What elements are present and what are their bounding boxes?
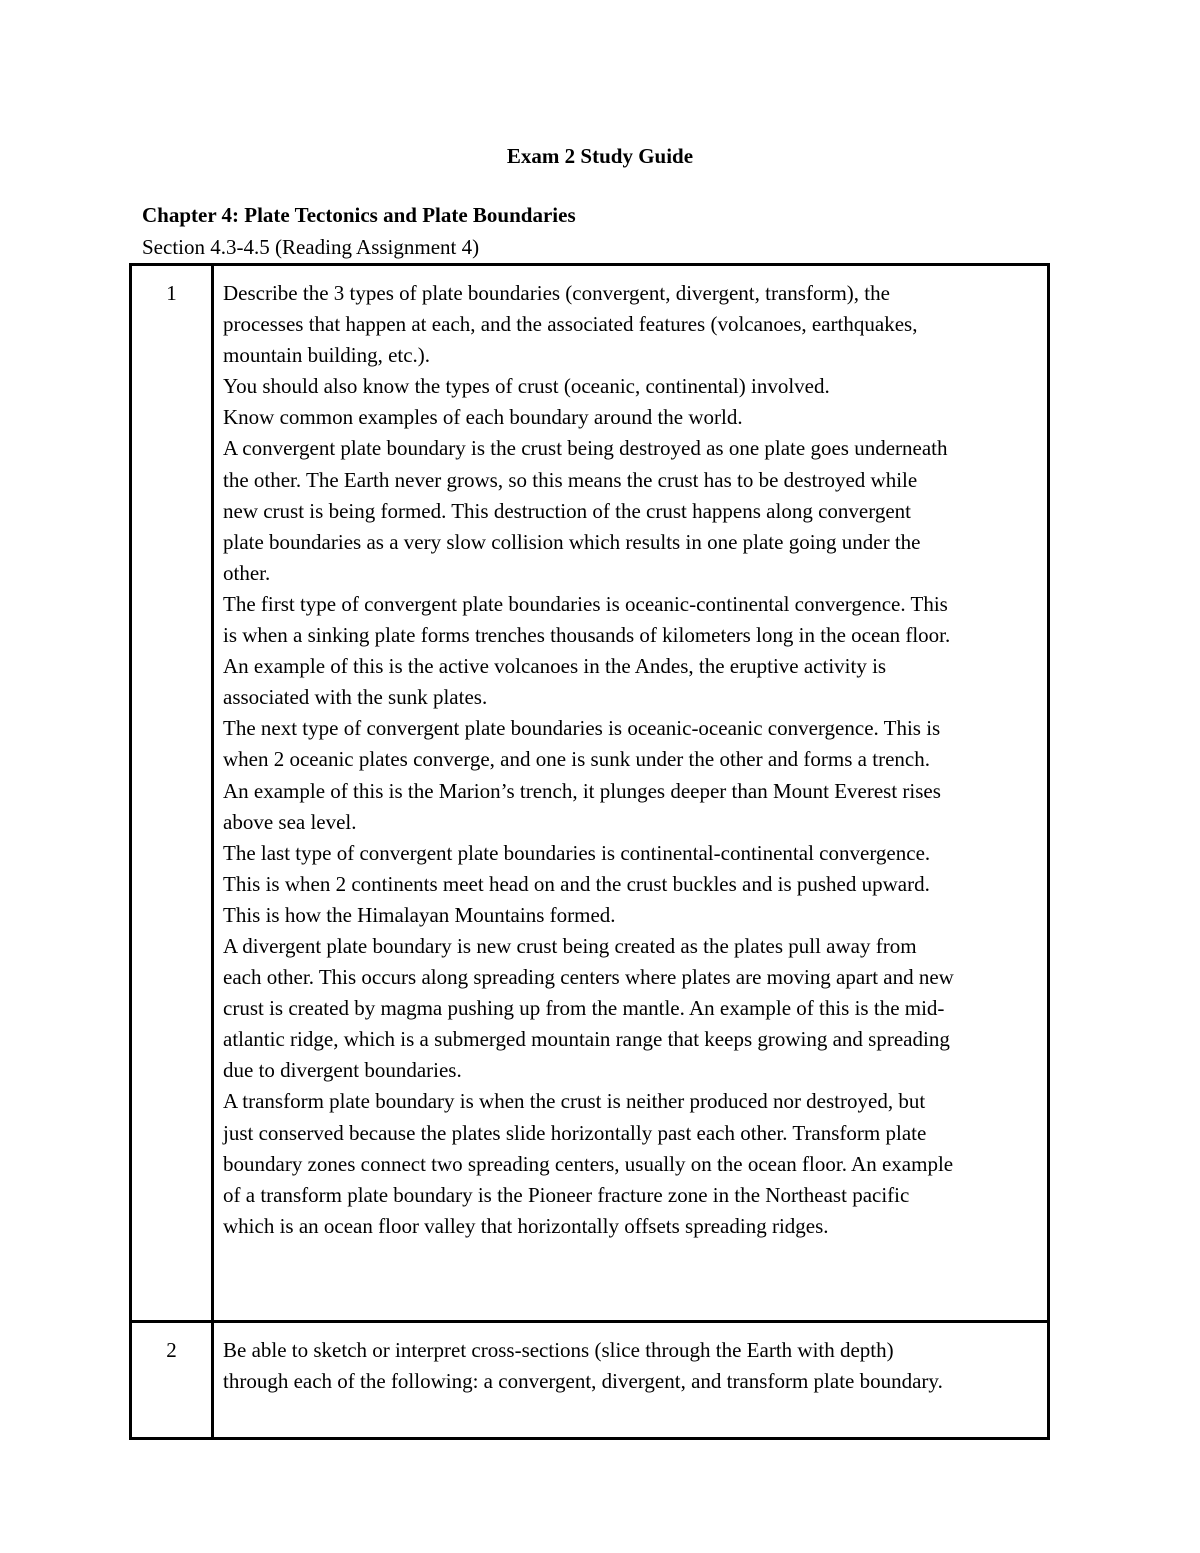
text-line: The next type of convergent plate boundaries is oceanic-oceanic convergence. This is <box>223 716 941 741</box>
text-line: of a transform plate boundary is the Pioneer fracture zone in the Northeast pacific <box>223 1182 910 1207</box>
text-line: which is an ocean floor valley that horizontally offsets spreading ridges. <box>223 1213 829 1238</box>
text-line: A divergent plate boundary is new crust being created as the plates pull away from <box>223 933 917 958</box>
table-row <box>131 1322 1049 1439</box>
text-line: through each of the following: a convergent, divergent, and transform plate boundary. <box>223 1369 943 1394</box>
text-line: when 2 oceanic plates converge, and one is sunk under the other and forms a trench. <box>223 747 930 772</box>
text-line: is when a sinking plate forms trenches thousands of kilometers long in the ocean floor. <box>223 623 951 648</box>
text-line: each other. This occurs along spreading centers where plates are moving apart and new <box>223 965 954 990</box>
text-line: This is when 2 continents meet head on and the crust buckles and is pushed upward. <box>223 871 930 896</box>
study-guide-table <box>129 263 1050 1440</box>
text-line: atlantic ridge, which is a submerged mountain range that keeps growing and spreading <box>223 1027 950 1052</box>
chapter-heading: Chapter 4: Plate Tectonics and Plate Boundaries <box>142 203 576 227</box>
row-number: 2 <box>166 1338 177 1362</box>
row-number: 1 <box>166 281 177 305</box>
text-line: Describe the 3 types of plate boundaries (convergent, divergent, transform), the <box>223 281 890 305</box>
page-title: Exam 2 Study Guide <box>506 144 694 168</box>
row-content-cell <box>213 265 1049 1322</box>
text-line: due to divergent boundaries. <box>223 1058 462 1083</box>
text-line: An example of this is the Marion’s trench, it plunges deeper than Mount Everest rises <box>223 778 941 803</box>
text-line: A convergent plate boundary is the crust being destroyed as one plate goes underneath <box>223 436 948 461</box>
text-line: An example of this is the active volcanoes in the Andes, the eruptive activity is <box>223 654 887 679</box>
text-line: The first type of convergent plate boundaries is oceanic-continental convergence. This <box>223 591 948 616</box>
text-line: crust is created by magma pushing up from the mantle. An example of this is the mid- <box>223 996 945 1021</box>
text-line: new crust is being formed. This destruction of the crust happens along convergent <box>223 498 911 523</box>
row-number-cell <box>131 1322 213 1439</box>
text-line: plate boundaries as a very slow collision which results in one plate going under the <box>223 529 921 554</box>
text-line: other. <box>223 560 271 585</box>
text-line: just conserved because the plates slide horizontally past each other. Transform plate <box>223 1120 927 1145</box>
section-reference: Section 4.3-4.5 (Reading Assignment 4) <box>142 235 480 259</box>
text-line: The last type of convergent plate boundaries is continental-continental convergence. <box>223 840 931 865</box>
row-content-cell <box>213 1322 1049 1439</box>
text-line: This is how the Himalayan Mountains formed. <box>223 902 616 927</box>
table-row <box>131 265 1049 1322</box>
text-line: mountain building, etc.). <box>223 343 431 368</box>
text-line: Be able to sketch or interpret cross-sections (slice through the Earth with depth) <box>223 1338 894 1362</box>
text-line: Know common examples of each boundary around the world. <box>223 405 743 430</box>
text-line: above sea level. <box>223 809 357 834</box>
text-line: A transform plate boundary is when the crust is neither produced nor destroyed, but <box>223 1089 926 1114</box>
text-line: boundary zones connect two spreading centers, usually on the ocean floor. An example <box>223 1151 954 1176</box>
text-line: associated with the sunk plates. <box>223 685 488 710</box>
text-line: processes that happen at each, and the associated features (volcanoes, earthquakes, <box>223 312 918 337</box>
text-line: the other. The Earth never grows, so this means the crust has to be destroyed while <box>223 467 918 492</box>
row-number-cell <box>131 265 213 1322</box>
text-line: You should also know the types of crust (oceanic, continental) involved. <box>223 374 830 399</box>
